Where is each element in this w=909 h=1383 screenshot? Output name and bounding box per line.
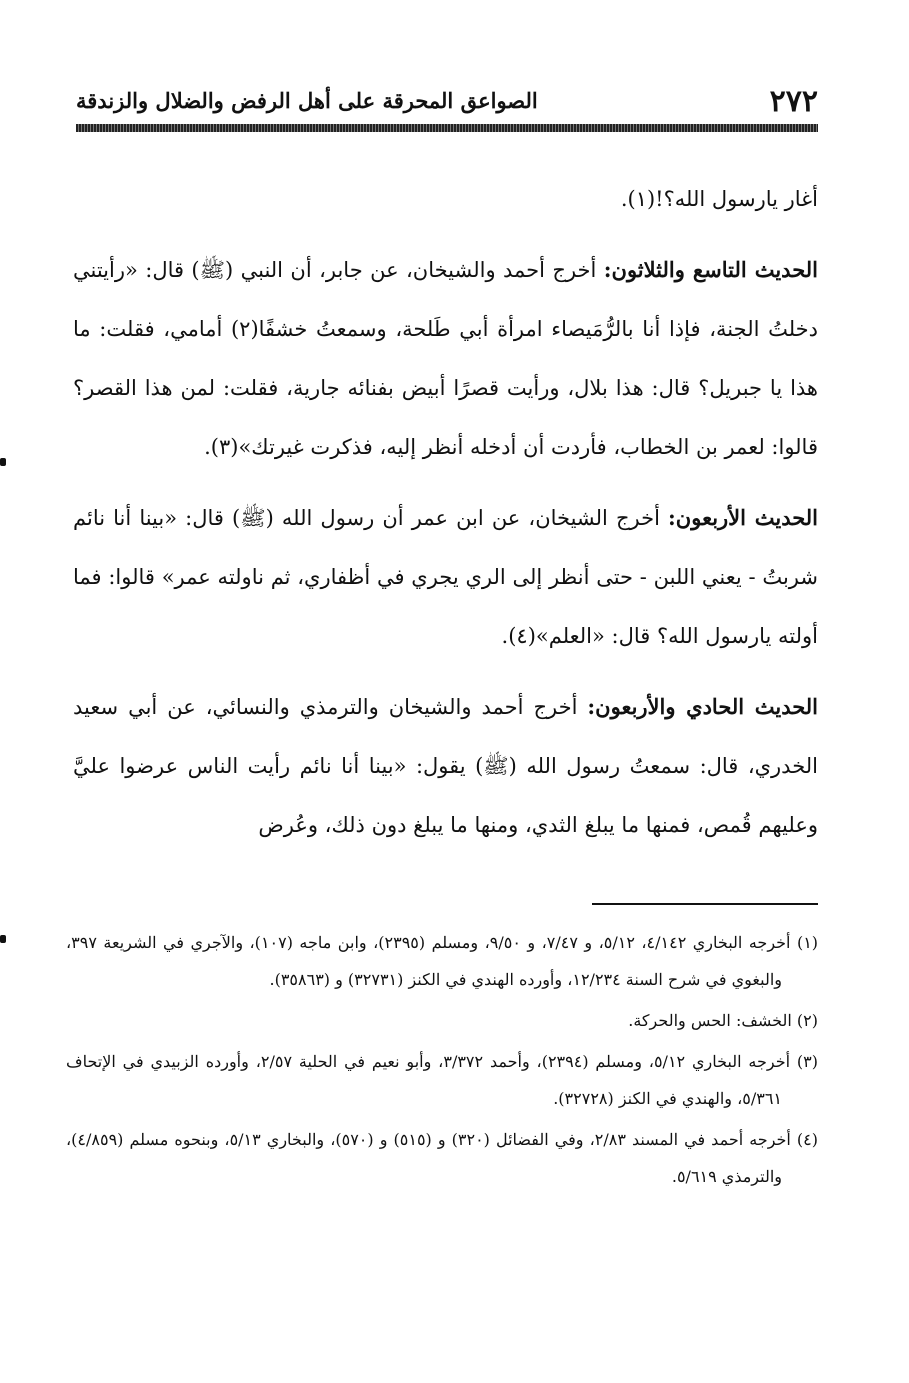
hadith-41 bbox=[73, 677, 818, 855]
running-title: الصواعق المحرقة على أهل الرفض والضلال والزندقة bbox=[76, 88, 538, 113]
hadith-39 bbox=[73, 240, 818, 477]
scan-mark bbox=[0, 935, 6, 943]
page-number: ٢٧٢ bbox=[769, 84, 818, 119]
footnote-3: (٣) أخرجه البخاري ٥/١٢، ومسلم (٢٣٩٤)، وأحمد ٣/٣٧٢، وأبو نعيم في الحلية ٢/٥٧، وأورده الزبيدي في الإتحاف ٥/٣٦١، والهندي في الكنز (٣٢٧٢٨). bbox=[66, 1052, 819, 1108]
main-text bbox=[73, 170, 818, 855]
header-rule bbox=[76, 124, 818, 132]
intro-line: أغار يارسول الله؟!(١). bbox=[620, 187, 818, 211]
hadith-40 bbox=[73, 488, 818, 666]
footnote-separator bbox=[592, 903, 818, 905]
page-header bbox=[76, 82, 818, 122]
footnote-1: (١) أخرجه البخاري ٤/١٤٢، ٥/١٢، و ٧/٤٧، و ٩/٥٠، ومسلم (٢٣٩٥)، وابن ماجه (١٠٧)، والآجري في الشريعة ٣٩٧، والبغوي في شرح السنة ١٢/٢٣٤، وأورده الهندي في الكنز (٣٢٧٣١) و (٣٥٨٦٣). bbox=[66, 933, 819, 989]
hadith-39-text: أخرج أحمد والشيخان، عن جابر، أن النبي (ﷺ) قال: «رأيتني دخلتُ الجنة، فإذا أنا بالرُّمَيصاء امرأة أبي طَلحة، وسمعتُ خشفًا(٢) أمامي، فقلت: ما هذا يا جبريل؟ قال: هذا بلال، ورأيت قصرًا أبيض بفنائه جارية، فقلت: لمن هذا القصر؟ قالوا: لعمر بن الخطاب، فأردت أن أدخله أنظر إليه، فذكرت غيرتك»(٣). bbox=[73, 258, 818, 459]
footnote-2: (٢) الخشف: الحس والحركة. bbox=[628, 1011, 818, 1030]
footnotes bbox=[66, 924, 818, 1199]
hadith-40-text: أخرج الشيخان، عن ابن عمر أن رسول الله (ﷺ) قال: «بينا أنا نائم شربتُ - يعني اللبن - حتى أنظر إلى الري يجري في أظفاري، ثم ناولته عمر» قالوا: فما أولته يارسول الله؟ قال: «العلم»(٤). bbox=[73, 506, 818, 648]
hadith-39-title: الحديث التاسع والثلاثون: bbox=[603, 257, 818, 282]
footnote-4: (٤) أخرجه أحمد في المسند ٢/٨٣، وفي الفضائل (٣٢٠) و (٥١٥) و (٥٧٠)، والبخاري ٥/١٣، وبنحوه مسلم (٤/٨٥٩)، والترمذي ٥/٦١٩. bbox=[66, 1130, 819, 1186]
scan-mark bbox=[0, 458, 6, 466]
hadith-41-title: الحديث الحادي والأربعون: bbox=[587, 694, 819, 719]
hadith-40-title: الحديث الأربعون: bbox=[668, 505, 819, 530]
hadith-41-text: أخرج أحمد والشيخان والترمذي والنسائي، عن أبي سعيد الخدري، قال: سمعتُ رسول الله (ﷺ) يقول: «بينا أنا نائم رأيت الناس عرضوا عليَّ وعليهم قُمص، فمنها ما يبلغ الثدي، ومنها ما يبلغ دون ذلك، وعُرض bbox=[73, 695, 818, 837]
